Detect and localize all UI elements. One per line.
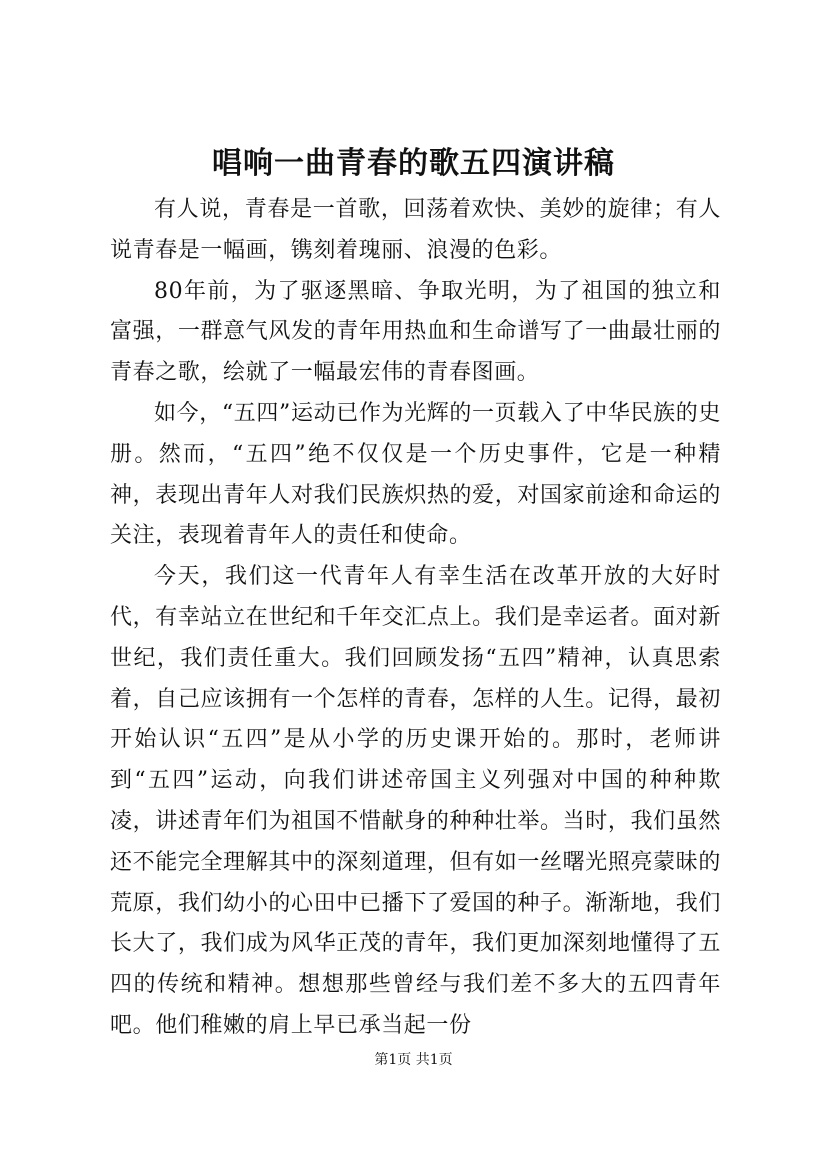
paragraph-4: 今天，我们这一代青年人有幸生活在改革开放的大好时代，有幸站立在世纪和千年交汇点上。我们是幸运者。面对新世纪，我们责任重大。我们回顾发扬“五四”精神，认真思索着，自己应该拥有一个怎样的青春，怎样的人生。记得，最初开始认识“五四”是从小学的历史课开始的。那时，老师讲到“五四”运动，向我们讲述帝国主义列强对中国的种种欺凌，讲述青年们为祖国不惜献身的种种壮举。当时，我们虽然还不能完全理解其中的深刻道理，但有如一丝曙光照亮蒙昧的荒原，我们幼小的心田中已播下了爱国的种子。渐渐地，我们长大了，我们成为风华正茂的青年，我们更加深刻地懂得了五四的传统和精神。想想那些曾经与我们差不多大的五四青年吧。他们稚嫩的肩上早已承当起一份 — [110, 564, 721, 1038]
page-number-footer: 第1页 共1页 — [374, 1052, 453, 1068]
paragraph-2: 80年前，为了驱逐黑暗、争取光明，为了祖国的独立和富强，一群意气风发的青年用热血和生命谱写了一曲最壮丽的青春之歌，绘就了一幅最宏伟的青春图画。 — [110, 278, 721, 386]
document-title: 唱响一曲青春的歌五四演讲稿 — [212, 146, 615, 181]
document-body — [110, 190, 721, 1047]
paragraph-1: 有人说，青春是一首歌，回荡着欢快、美妙的旋律；有人说青春是一幅画，镌刻着瑰丽、浪漫的色彩。 — [110, 197, 721, 263]
paragraph-3: 如今，“五四”运动已作为光辉的一页载入了中华民族的史册。然而，“五四”绝不仅仅是一个历史事件，它是一种精神，表现出青年人对我们民族炽热的爱，对国家前途和命运的关注，表现着青年人的责任和使命。 — [110, 400, 721, 549]
